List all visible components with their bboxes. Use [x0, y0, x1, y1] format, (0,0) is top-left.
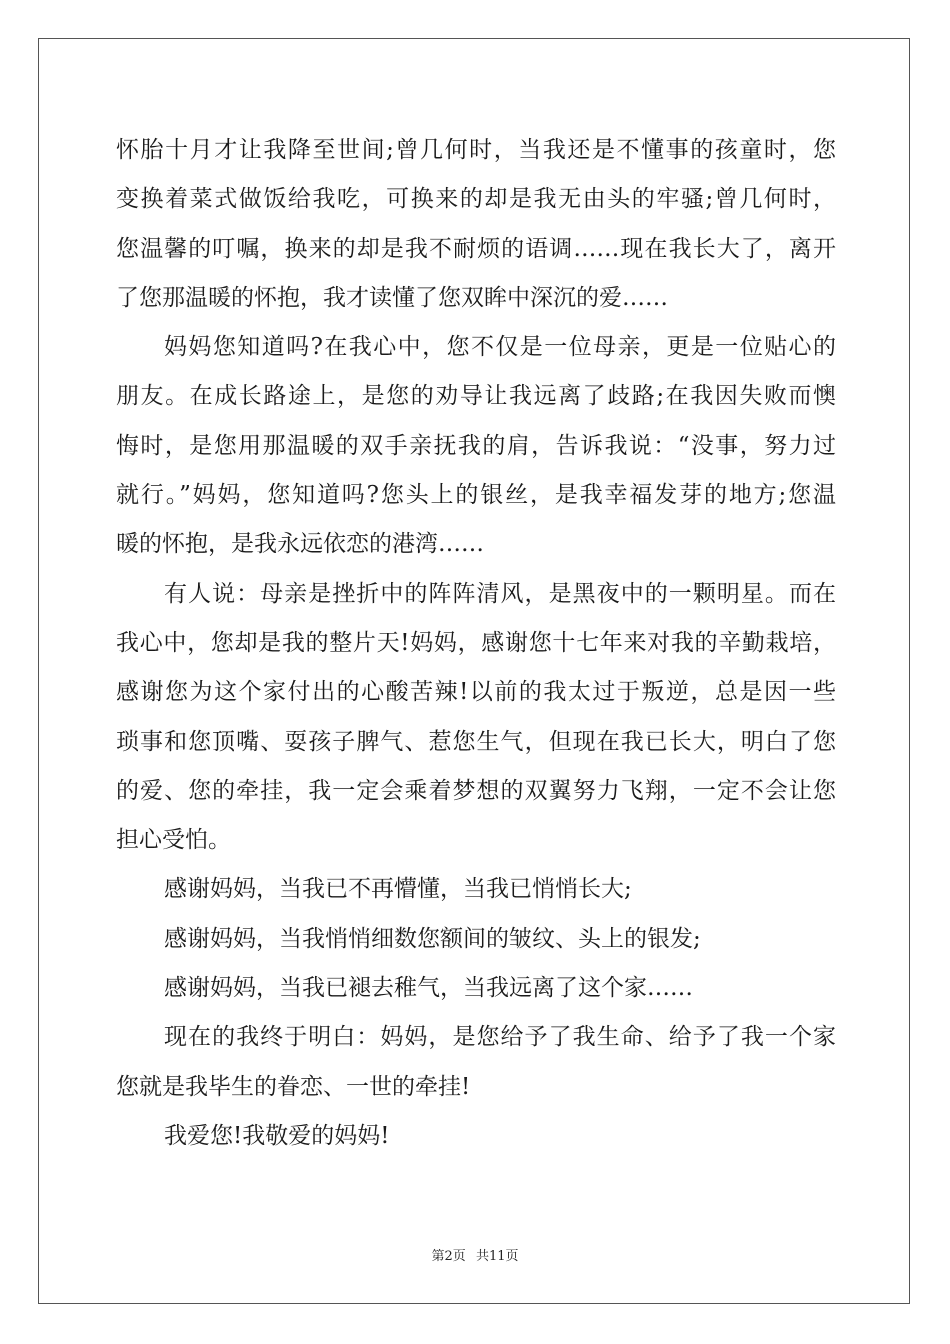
text-line: 了您那温暖的怀抱，我才读懂了您双眸中深沉的爱……: [116, 284, 668, 311]
text-line: 感谢妈妈，当我已不再懵懂，当我已悄悄长大;: [164, 876, 632, 903]
document-body: [116, 126, 836, 1161]
page-total: 共11页: [475, 1249, 519, 1264]
text-line: 我爱您!我敬爱的妈妈!: [164, 1122, 390, 1149]
text-line: 怀胎十月才让我降至世间;曾几何时，当我还是不懂事的孩童时，您: [116, 137, 836, 163]
text-line: 感谢您为这个家付出的心酸苦辣!以前的我太过于叛逆，总是因一些: [116, 679, 836, 706]
text-line: 朋友。在成长路途上，是您的劝导让我远离了歧路;在我因失败而懊: [116, 383, 836, 410]
text-line: 暖的怀抱，是我永远依恋的港湾……: [116, 531, 484, 558]
text-line: 您温馨的叮嘱，换来的却是我不耐烦的语调……现在我长大了，离开: [116, 235, 836, 262]
text-line: 的爱、您的牵挂，我一定会乘着梦想的双翼努力飞翔，一定不会让您: [116, 777, 836, 804]
text-line: 就行。”妈妈，您知道吗?您头上的银丝，是我幸福发芽的地方;您温: [116, 482, 836, 509]
text-line: 变换着菜式做饭给我吃，可换来的却是我无由头的牢骚;曾几何时，: [116, 186, 836, 213]
page-footer: [0, 1245, 950, 1264]
text-line: 妈妈您知道吗?在我心中，您不仅是一位母亲，更是一位贴心的: [164, 334, 836, 361]
page-number: 第2页: [431, 1249, 466, 1264]
text-line: 您就是我毕生的眷恋、一世的牵挂!: [116, 1073, 471, 1100]
text-line: 现在的我终于明白：妈妈，是您给予了我生命、给予了我一个家: [164, 1024, 836, 1051]
text-line: 琐事和您顶嘴、耍孩子脾气、惹您生气，但现在我已长大，明白了您: [116, 728, 836, 755]
text-line: 有人说：母亲是挫折中的阵阵清风，是黑夜中的一颗明星。而在: [164, 580, 836, 607]
text-line: 感谢妈妈，当我已褪去稚气，当我远离了这个家……: [164, 975, 693, 1002]
text-line: 悔时，是您用那温暖的双手亲抚我的肩，告诉我说：“没事，努力过: [116, 432, 836, 459]
text-line: 担心受怕。: [116, 827, 231, 854]
text-line: 我心中，您却是我的整片天!妈妈，感谢您十七年来对我的辛勤栽培，: [116, 629, 836, 656]
text-line: 感谢妈妈，当我悄悄细数您额间的皱纹、头上的银发;: [164, 925, 701, 952]
